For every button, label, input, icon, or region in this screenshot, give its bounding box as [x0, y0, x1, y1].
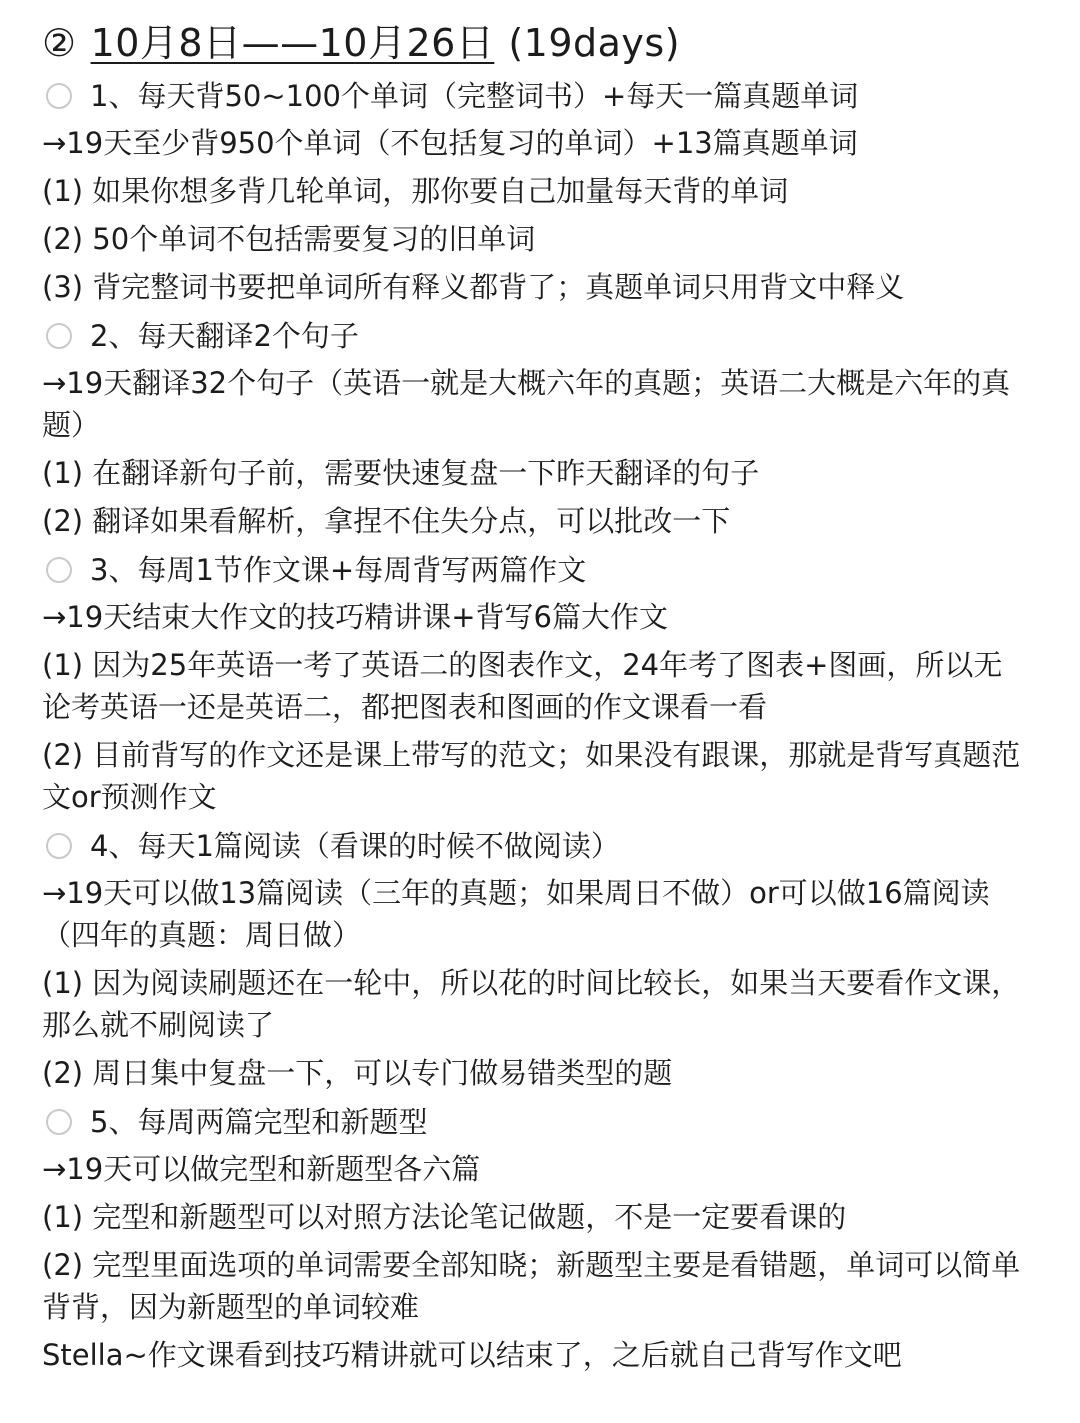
task-note: (1) 完型和新题型可以对照方法论笔记做题，不是一定要看课的 — [42, 1200, 847, 1234]
footer-note: Stella~作文课看到技巧精讲就可以结束了，之后就自己背写作文吧 — [42, 1338, 902, 1372]
task-summary: →19天结束大作文的技巧精讲课+背写6篇大作文 — [42, 600, 668, 634]
task-note: (2) 翻译如果看解析，拿捏不住失分点，可以批改一下 — [42, 504, 731, 538]
task-summary: →19天翻译32个句子（英语一就是大概六年的真题；英语二大概是六年的真题） — [42, 366, 1011, 442]
task-note: (1) 在翻译新句子前，需要快速复盘一下昨天翻译的句子 — [42, 456, 760, 490]
task-note: (1) 因为阅读刷题还在一轮中，所以花的时间比较长，如果当天要看作文课，那么就不刷阅读了 — [42, 966, 1021, 1042]
section-title — [42, 14, 1028, 72]
task-note: (2) 完型里面选项的单词需要全部知晓；新题型主要是看错题，单词可以简单背背，因为新题型的单词较难 — [42, 1248, 1021, 1324]
day-count: (19days) — [508, 21, 681, 65]
task-summary: →19天可以做13篇阅读（三年的真题；如果周日不做）or可以做16篇阅读（四年的真题：周日做） — [42, 876, 990, 952]
task-label: 3、每周1节作文课+每周背写两篇作文 — [90, 553, 587, 587]
task-summary: →19天可以做完型和新题型各六篇 — [42, 1152, 481, 1186]
task-label: 1、每天背50~100个单词（完整词书）+每天一篇真题单词 — [90, 79, 859, 113]
section-number: ② — [42, 21, 77, 65]
task-item-5 — [42, 1098, 1028, 1146]
task-item-3 — [42, 546, 1028, 594]
task-note: (2) 周日集中复盘一下，可以专门做易错类型的题 — [42, 1056, 673, 1090]
task-block-3 — [42, 546, 1028, 822]
task-note: (1) 如果你想多背几轮单词，那你要自己加量每天背的单词 — [42, 174, 789, 208]
task-summary: →19天至少背950个单词（不包括复习的单词）+13篇真题单词 — [42, 126, 858, 160]
task-block-4 — [42, 822, 1028, 1098]
task-note: (2) 50个单词不包括需要复习的旧单词 — [42, 222, 536, 256]
task-label: 2、每天翻译2个句子 — [90, 319, 359, 353]
task-label: 5、每周两篇完型和新题型 — [90, 1105, 428, 1139]
task-note: (2) 目前背写的作文还是课上带写的范文；如果没有跟课，那就是背写真题范文or预测作文 — [42, 738, 1021, 814]
task-item-1 — [42, 72, 1028, 120]
checkbox-circle-icon[interactable] — [46, 83, 72, 109]
task-note: (1) 因为25年英语一考了英语二的图表作文，24年考了图表+图画，所以无论考英语一还是英语二，都把图表和图画的作文课看一看 — [42, 648, 1003, 724]
task-note: (3) 背完整词书要把单词所有释义都背了；真题单词只用背文中释义 — [42, 270, 905, 304]
task-item-4 — [42, 822, 1028, 870]
task-block-2 — [42, 312, 1028, 546]
checkbox-circle-icon[interactable] — [46, 833, 72, 859]
task-block-1 — [42, 72, 1028, 312]
task-label: 4、每天1篇阅读（看课的时候不做阅读） — [90, 829, 620, 863]
checkbox-circle-icon[interactable] — [46, 1109, 72, 1135]
task-item-2 — [42, 312, 1028, 360]
checkbox-circle-icon[interactable] — [46, 557, 72, 583]
task-block-5 — [42, 1098, 1028, 1332]
checkbox-circle-icon[interactable] — [46, 323, 72, 349]
date-range: 10月8日——10月26日 — [90, 21, 495, 65]
